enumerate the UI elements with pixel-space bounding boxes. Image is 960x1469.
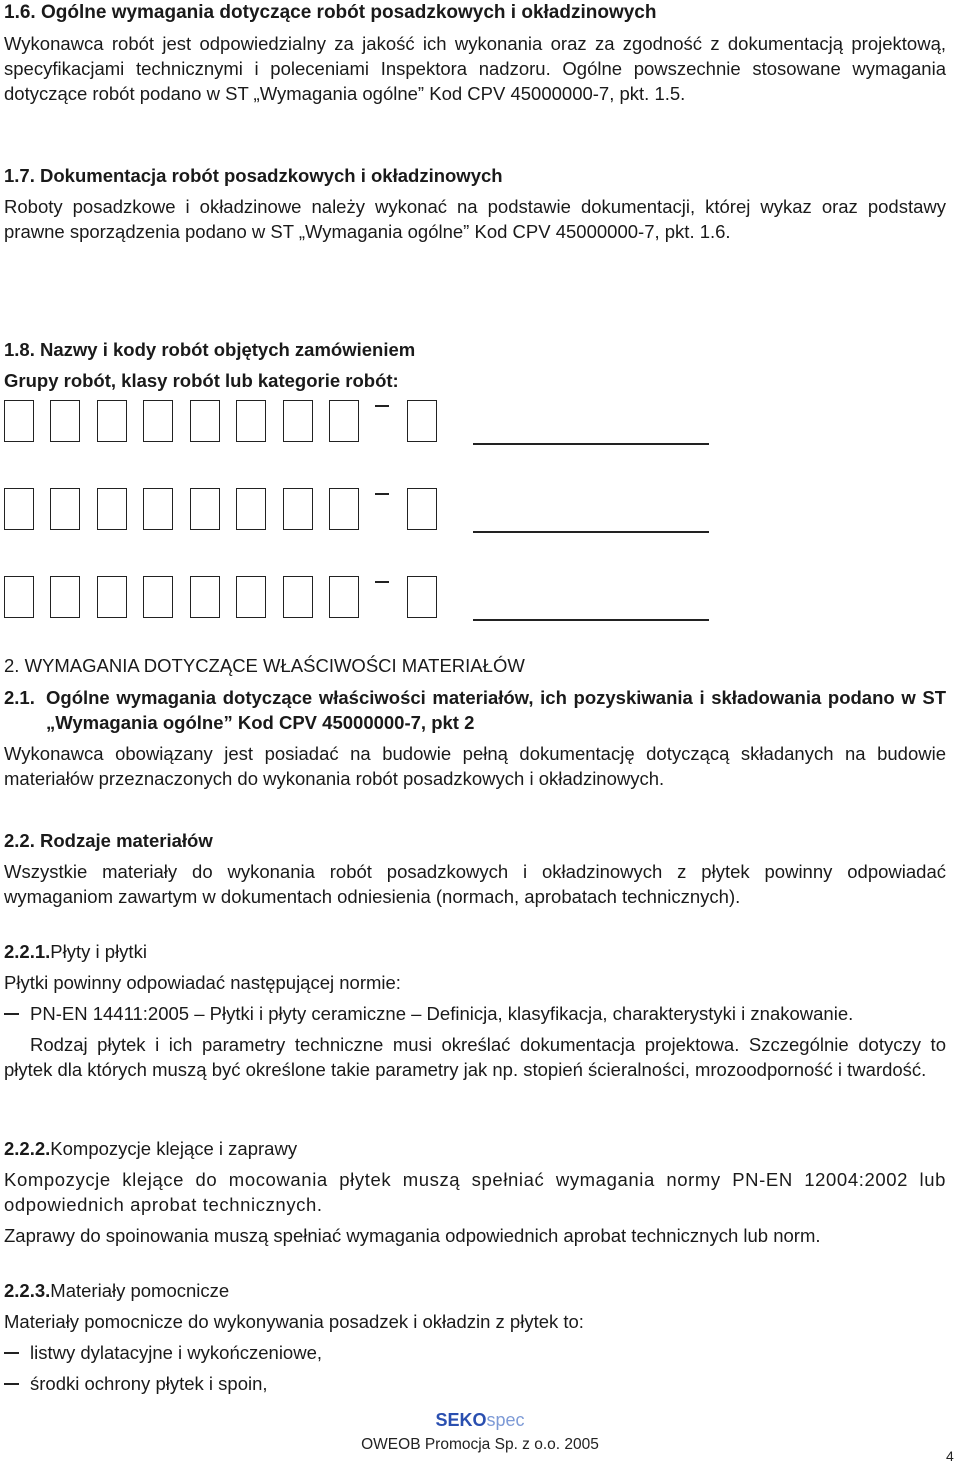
section-2-2-3-number: 2.2.3. [4,1280,51,1301]
material-item-text: listwy dylatacyjne i wykończeniowe, [30,1342,323,1363]
section-2-2-2-paragraph-2: Zaprawy do spoinowania muszą spełniać wymagania odpowiednich aprobat technicznych lub norm. [4,1225,821,1246]
section-1-7-paragraph: Roboty posadzkowe i okładzinowe należy wykonać na podstawie dokumentacji, której wykaz oraz podstawy prawne sporządzenia podano w ST „Wymagania ogólne” Kod CPV 45000000-7, pkt. 1.6. [4,196,946,242]
section-1-8-heading: 1.8. Nazwy i kody robót objętych zamówieniem [4,339,416,360]
page-number: 4 [946,1448,954,1464]
code-row [4,556,946,644]
code-name-line [473,531,709,533]
list-item [4,1371,946,1396]
section-2-2-2-number: 2.2.2. [4,1138,51,1159]
section-2-heading: 2. WYMAGANIA DOTYCZĄCE WŁAŚCIWOŚCI MATERIAŁÓW [4,655,525,676]
list-item [4,1340,946,1365]
logo-part-spec: spec [486,1410,525,1430]
section-2-1-heading: Ogólne wymagania dotyczące właściwości materiałów, ich pozyskiwania i składowania podano w ST „Wymagania ogólne” Kod CPV 45000000-7, pkt 2 [46,687,946,733]
section-2-2-3-title: Materiały pomocnicze [50,1280,230,1301]
code-row [4,468,946,556]
section-1-7-heading: 1.7. Dokumentacja robót posadzkowych i okładzinowych [4,165,503,186]
code-rows [4,380,946,644]
dash-marker [4,1383,19,1385]
section-1-8-subheading: Grupy robót, klasy robót lub kategorie robót: [4,370,399,391]
section-2-2-1-number: 2.2.1. [4,941,51,962]
list-item [4,1001,946,1026]
section-2-2-2-title: Kompozycje klejące i zaprawy [50,1138,298,1159]
logo-part-seko: SEKO [435,1410,487,1430]
dash-marker [4,1013,19,1015]
material-item-text: środki ochrony płytek i spoin, [30,1373,268,1394]
section-2-2-1-title: Płyty i płytki [50,941,147,962]
footer-company: OWEOB Promocja Sp. z o.o. 2005 [361,1436,599,1453]
section-2-2-1-paragraph: Płytki powinny odpowiadać następującej normie: [4,972,401,993]
dash-marker [4,1352,19,1354]
section-2-2-1-paragraph-2: Rodzaj płytek i ich parametry techniczne musi określać dokumentacja projektowa. Szczególnie dotyczy to płytek dla których muszą być określone takie parametry jak np. stopień ścieralności, mrozoodporność i twardość. [4,1034,946,1080]
code-name-line [473,619,709,621]
section-1-6-paragraph: Wykonawca robót jest odpowiedzialny za jakość ich wykonania oraz za zgodność z dokumentacją projektową, specyfikacjami technicznymi i poleceniami Inspektora nadzoru. Ogólne powszechnie stosowane wymagania dotyczące robót podano w ST „Wymagania ogólne” Kod CPV 45000000-7, pkt. 1.5. [4,33,946,104]
norm-item-text: PN-EN 14411:2005 – Płytki i płyty ceramiczne – Definicja, klasyfikacja, charakterystyki i znakowanie. [30,1003,854,1024]
section-2-2-2-paragraph-1: Kompozycje klejące do mocowania płytek muszą spełniać wymagania normy PN-EN 12004:2002 lub odpowiednich aprobat technicznych. [4,1169,946,1215]
section-1-6-heading: 1.6. Ogólne wymagania dotyczące robót posadzkowych i okładzinowych [4,2,657,23]
code-row [4,380,946,468]
section-2-2-heading: 2.2. Rodzaje materiałów [4,830,213,851]
section-2-2-3-paragraph: Materiały pomocnicze do wykonywania posadzek i okładzin z płytek to: [4,1311,584,1332]
footer-logo [0,1408,960,1433]
section-2-2-paragraph: Wszystkie materiały do wykonania robót posadzkowych i okładzinowych z płytek powinny odpowiadać wymaganiom zawartym w dokumentach odniesienia (normach, aprobatach technicznych). [4,861,946,907]
code-name-line [473,443,709,445]
section-2-1-number: 2.1. [4,687,35,708]
section-2-1-paragraph: Wykonawca obowiązany jest posiadać na budowie pełną dokumentację dotyczącą składanych na budowie materiałów przeznaczonych do wykonania robót posadzkowych i okładzinowych. [4,743,946,789]
